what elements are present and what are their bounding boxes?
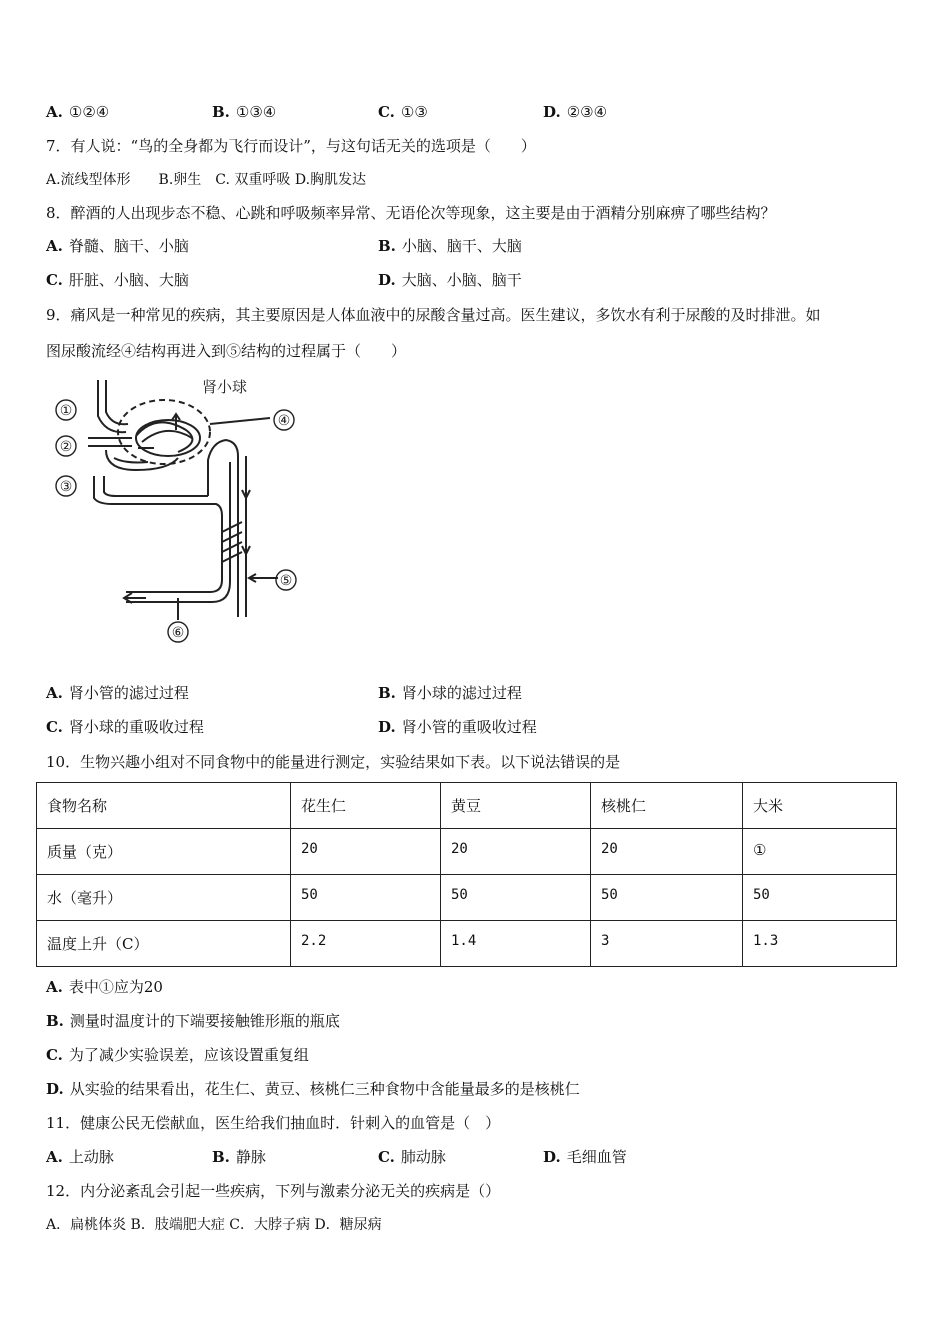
table-cell: ①	[743, 829, 897, 875]
table-cell: 黄豆	[441, 783, 591, 829]
q8-option-b: B. 小脑、脑干、大脑	[378, 237, 522, 255]
q9-option-c: C. 肾小球的重吸收过程	[46, 718, 204, 736]
q8-option-a: A. 脊髓、脑干、小脑	[46, 237, 189, 255]
diagram-label-2: ②	[59, 439, 73, 455]
q6-option-b: B. ①③④	[212, 103, 277, 121]
table-cell: 1.3	[743, 921, 897, 967]
q10-stem: 10．生物兴趣小组对不同食物中的能量进行测定，实验结果如下表。以下说法错误的是	[46, 753, 621, 771]
q7-options: A.流线型体形 B.卵生 C. 双重呼吸 D.胸肌发达	[46, 172, 367, 188]
q11-option-a: A. 上动脉	[46, 1148, 114, 1166]
table-cell: 温度上升（C）	[37, 921, 291, 967]
q8-option-d: D. 大脑、小脑、脑干	[378, 271, 522, 289]
table-cell: 核桃仁	[591, 783, 743, 829]
q9-stem-line2: 图尿酸流经④结构再进入到⑤结构的过程属于（ ）	[46, 342, 407, 360]
q6-option-d: D. ②③④	[543, 103, 608, 121]
q11-option-b: B. 静脉	[212, 1148, 266, 1166]
table-row	[37, 921, 897, 967]
table-row	[37, 829, 897, 875]
diagram-label-5: ⑤	[279, 573, 293, 589]
table-cell: 50	[743, 875, 897, 921]
q9-option-a: A. 肾小管的滤过过程	[46, 684, 189, 702]
table-cell: 质量（克）	[37, 829, 291, 875]
q10-option-a: A. 表中①应为20	[46, 978, 163, 996]
table-cell: 20	[291, 829, 441, 875]
table-cell: 20	[591, 829, 743, 875]
q8-option-c: C. 肝脏、小脑、大脑	[46, 271, 189, 289]
table-cell: 50	[591, 875, 743, 921]
q12-stem: 12．内分泌紊乱会引起一些疾病，下列与激素分泌无关的疾病是（）	[46, 1182, 501, 1200]
diagram-label-4: ④	[277, 413, 291, 429]
q10-option-d: D. 从实验的结果看出，花生仁、黄豆、核桃仁三种食物中含能量最多的是核桃仁	[46, 1080, 580, 1098]
q6-option-a: A. ①②④	[46, 103, 110, 121]
q12-options: A．扁桃体炎 B．肢端肥大症 C．大脖子病 D．糖尿病	[46, 1217, 382, 1233]
q10-option-c: C. 为了减少实验误差，应该设置重复组	[46, 1046, 309, 1064]
diagram-title: 肾小球	[202, 378, 248, 396]
q9-stem-line1: 9．痛风是一种常见的疾病，其主要原因是人体血液中的尿酸含量过高。医生建议，多饮水有利于尿酸的及时排泄。如	[46, 306, 821, 324]
q11-option-d: D. 毛细血管	[543, 1148, 627, 1166]
table-cell: 食物名称	[37, 783, 291, 829]
table-cell: 50	[441, 875, 591, 921]
q10-option-b: B. 测量时温度计的下端要接触锥形瓶的瓶底	[46, 1012, 340, 1030]
table-cell: 1.4	[441, 921, 591, 967]
diagram-label-1: ①	[59, 403, 73, 419]
food-energy-table	[36, 782, 897, 967]
q9-option-d: D. 肾小管的重吸收过程	[378, 718, 537, 736]
table-cell: 20	[441, 829, 591, 875]
table-cell: 大米	[743, 783, 897, 829]
diagram-label-6: ⑥	[171, 625, 185, 641]
q7-stem: 7．有人说：“鸟的全身都为飞行而设计”，与这句话无关的选项是（ ）	[46, 137, 536, 155]
table-row	[37, 783, 897, 829]
diagram-label-3: ③	[59, 479, 73, 495]
table-cell: 50	[291, 875, 441, 921]
q11-stem: 11．健康公民无偿献血，医生给我们抽血时．针刺入的血管是（ ）	[46, 1114, 501, 1132]
q8-stem: 8．醉酒的人出现步态不稳、心跳和呼吸频率异常、无语伦次等现象，这主要是由于酒精分别麻痹了哪些结构？	[46, 204, 776, 222]
nephron-diagram	[46, 372, 306, 657]
q9-option-b: B. 肾小球的滤过过程	[378, 684, 522, 702]
table-cell: 花生仁	[291, 783, 441, 829]
table-cell: 3	[591, 921, 743, 967]
table-cell: 水（毫升）	[37, 875, 291, 921]
q6-option-c: C. ①③	[378, 103, 428, 121]
q11-option-c: C. 肺动脉	[378, 1148, 446, 1166]
table-cell: 2.2	[291, 921, 441, 967]
table-row	[37, 875, 897, 921]
